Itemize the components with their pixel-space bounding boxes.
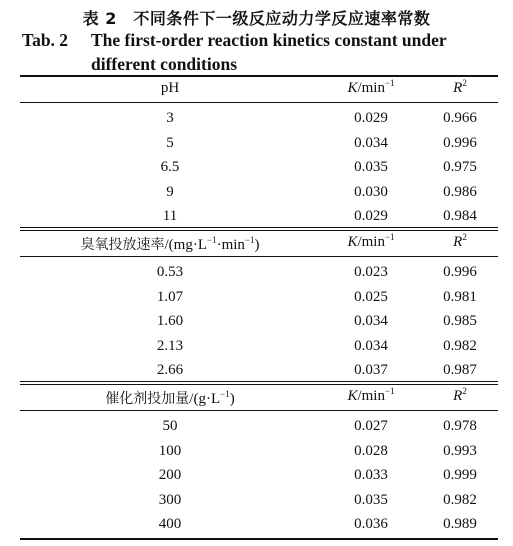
table-row <box>20 512 498 537</box>
cell-k: 0.029 <box>354 208 388 225</box>
header-r2 <box>422 388 498 405</box>
cell-r2: 0.986 <box>443 183 477 200</box>
r-symbol: R <box>453 80 463 96</box>
cell-r2: 0.999 <box>443 467 477 484</box>
k-symbol: K <box>347 388 358 404</box>
cell-k: 0.034 <box>354 313 388 330</box>
cell-r2: 0.987 <box>443 362 477 379</box>
cell-r2: 0.984 <box>443 208 477 225</box>
cell-condition: 100 <box>158 442 182 459</box>
cell-k: 0.029 <box>354 110 388 126</box>
cell-r2: 0.978 <box>443 418 477 434</box>
cell-condition: 50 <box>162 418 178 434</box>
title-line-1: The first-order reaction kinetics constant under <box>91 30 447 50</box>
table-row <box>20 358 498 383</box>
header-k <box>320 80 422 97</box>
header-condition <box>20 388 320 408</box>
header-r2 <box>422 234 498 251</box>
table-row <box>20 204 498 229</box>
cell-condition: 1.07 <box>156 288 184 305</box>
section-header-row <box>20 231 498 256</box>
cell-r2: 0.985 <box>443 313 477 330</box>
k-symbol: K <box>347 234 358 250</box>
k-superscript: −1 <box>384 78 395 88</box>
k-unit: /min <box>357 388 385 404</box>
r-superscript: 2 <box>462 78 467 88</box>
cell-condition: 9 <box>166 183 174 200</box>
cell-r2: 0.975 <box>443 159 477 176</box>
cell-condition: 5 <box>166 134 174 151</box>
cell-r2: 0.966 <box>443 110 477 126</box>
k-superscript: −1 <box>384 232 395 242</box>
header-k <box>320 234 422 251</box>
cell-r2: 0.989 <box>443 516 477 533</box>
header-rule <box>20 102 498 103</box>
cell-k: 0.027 <box>354 418 388 434</box>
cell-k: 0.034 <box>354 337 388 354</box>
section-rule-a <box>20 227 498 228</box>
header-condition: pH <box>160 80 180 96</box>
cell-k: 0.036 <box>354 516 388 533</box>
table-row <box>20 488 498 513</box>
cell-condition: 2.13 <box>156 337 184 354</box>
header-unit: /(g·L <box>189 391 221 407</box>
cell-k: 0.033 <box>354 467 388 484</box>
cell-condition: 300 <box>158 491 182 508</box>
header-unit: /(mg·L <box>164 237 207 253</box>
header-condition-name: 催化剂投加量 <box>105 391 190 407</box>
cell-condition: 6.5 <box>160 159 180 176</box>
header-superscript: −1 <box>244 235 255 245</box>
cell-k: 0.023 <box>354 264 388 280</box>
table-row <box>20 260 498 285</box>
table-row <box>20 131 498 156</box>
cell-k: 0.035 <box>354 159 388 176</box>
header-unit: ·min <box>216 237 245 253</box>
cell-r2: 0.996 <box>443 264 477 280</box>
table-row <box>20 155 498 180</box>
cell-condition: 11 <box>162 208 178 225</box>
cell-k: 0.035 <box>354 491 388 508</box>
header-superscript: −1 <box>207 235 217 245</box>
table-title-zh: 表 2 不同条件下一级反应动力学反应速率常数 <box>82 9 431 28</box>
section-header-row <box>20 385 498 410</box>
table-bottom-rule <box>20 538 498 540</box>
k-symbol: K <box>347 80 358 96</box>
r-superscript: 2 <box>462 232 467 242</box>
cell-k: 0.028 <box>354 442 388 459</box>
table-row <box>20 285 498 310</box>
header-rule <box>20 410 498 411</box>
r-symbol: R <box>453 388 463 404</box>
table-row <box>20 414 498 439</box>
k-superscript: −1 <box>384 386 395 396</box>
cell-condition: 400 <box>158 516 182 533</box>
cell-r2: 0.996 <box>443 134 477 151</box>
header-unit: ) <box>229 391 235 407</box>
r-symbol: R <box>453 234 463 250</box>
header-r2 <box>422 80 498 97</box>
r-superscript: 2 <box>462 386 467 396</box>
cell-k: 0.030 <box>354 183 388 200</box>
header-condition <box>20 234 320 254</box>
header-condition-name: 臭氧投放速率 <box>80 237 165 253</box>
cell-condition: 200 <box>158 467 182 484</box>
k-unit: /min <box>357 80 385 96</box>
section-rule-a <box>20 381 498 382</box>
cell-k: 0.037 <box>354 362 388 379</box>
table-number: Tab. 2 <box>22 30 69 50</box>
cell-r2: 0.982 <box>443 491 477 508</box>
cell-k: 0.034 <box>354 134 388 151</box>
header-superscript: −1 <box>220 389 230 399</box>
table-row <box>20 309 498 334</box>
table-row <box>20 334 498 359</box>
title-line-2: different conditions <box>91 54 237 74</box>
k-unit: /min <box>357 234 385 250</box>
cell-r2: 0.993 <box>443 442 477 459</box>
table-row <box>20 106 498 131</box>
cell-r2: 0.981 <box>443 288 477 305</box>
cell-condition: 3 <box>166 110 174 126</box>
section-header-row <box>20 77 498 102</box>
header-rule <box>20 256 498 257</box>
cell-r2: 0.982 <box>443 337 477 354</box>
table-row <box>20 463 498 488</box>
table-row <box>20 180 498 205</box>
header-unit: ) <box>254 237 260 253</box>
header-k <box>320 388 422 405</box>
cell-k: 0.025 <box>354 288 388 305</box>
cell-condition: 0.53 <box>156 264 184 280</box>
table-title-en <box>22 28 510 76</box>
table-row <box>20 439 498 464</box>
cell-condition: 1.60 <box>156 313 184 330</box>
cell-condition: 2.66 <box>156 362 184 379</box>
